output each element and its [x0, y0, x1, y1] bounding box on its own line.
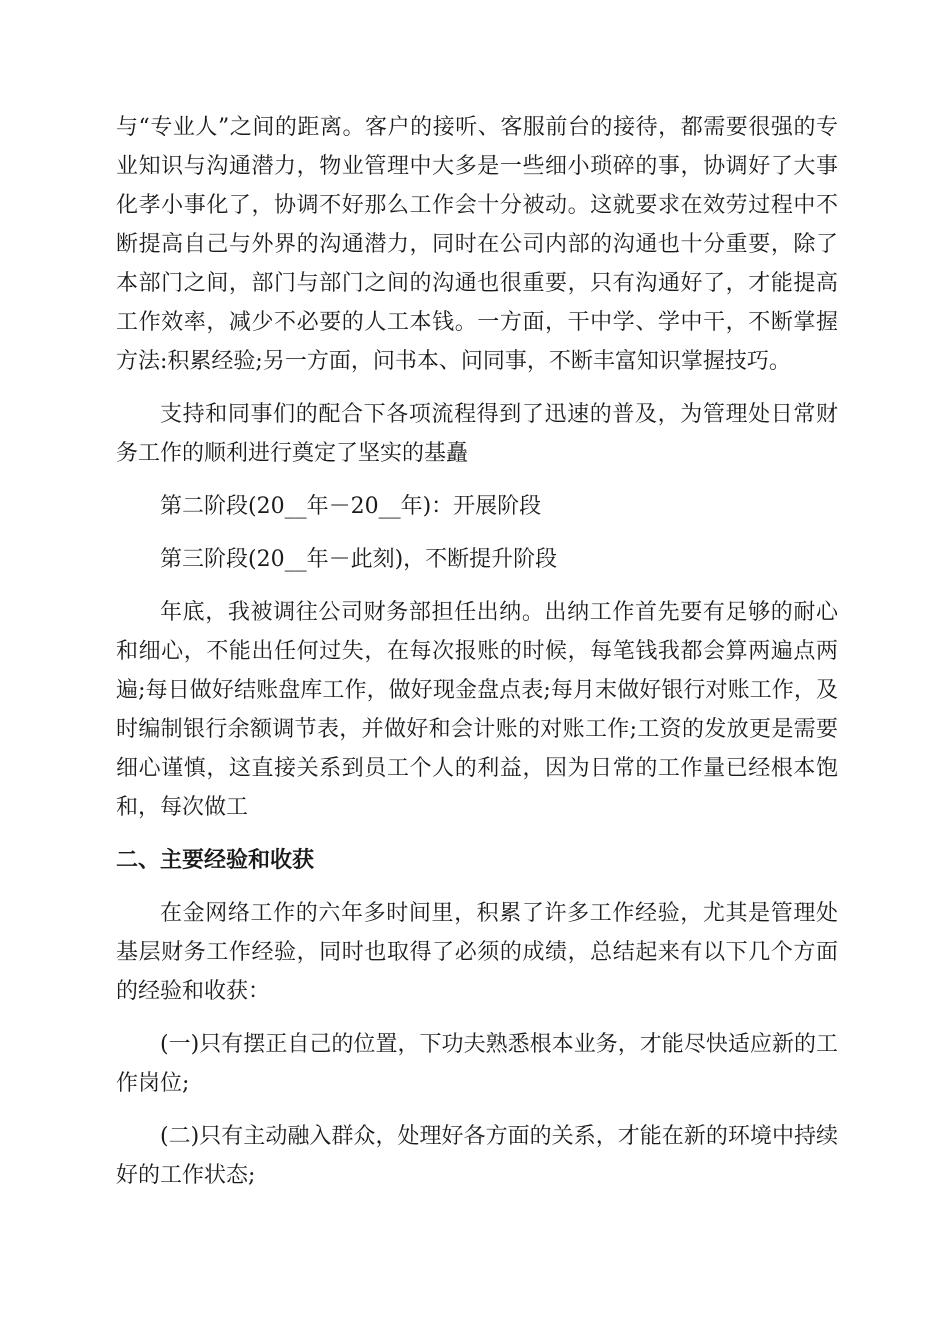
- section-heading: 二、主要经验和收获: [116, 847, 315, 873]
- document-body: [116, 108, 838, 1209]
- paragraph-experience: 在金网络工作的六年多时间里，积累了许多工作经验，尤其是管理处基层财务工作经验，同时也取得了必须的成绩，总结起来有以下几个方面的经验和收获：: [116, 901, 838, 1004]
- paragraph-stage-two: 第二阶段(20__年－20__年)：开展阶段: [160, 494, 542, 519]
- paragraph-point-two: (二)只有主动融入群众，处理好各方面的关系，才能在新的环境中持续好的工作状态;: [116, 1124, 838, 1188]
- paragraph-support: 支持和同事们的配合下各项流程得到了迅速的普及，为管理处日常财务工作的顺利进行奠定了坚实的基矗: [116, 402, 838, 466]
- paragraph-point-one: (一)只有摆正自己的位置，下功夫熟悉根本业务，才能尽快适应新的工作岗位;: [116, 1032, 838, 1096]
- paragraph-communication: 与“专业人”之间的距离。客户的接听、客服前台的接待，都需要很强的专业知识与沟通潜力，物业管理中大多是一些细小琐碎的事，协调好了大事化孝小事化了，协调不好那么工作会十分被动。这就要求在效劳过程中不断提高自己与外界的沟通潜力，同时在公司内部的沟通也十分重要，除了本部门之间，部门与部门之间的沟通也很重要，只有沟通好了，才能提高工作效率，减少不必要的人工本钱。一方面，干中学、学中干，不断掌握方法:积累经验;另一方面，问书本、问同事，不断丰富知识掌握技巧。: [116, 115, 838, 374]
- paragraph-stage-three: 第三阶段(20__年－此刻)，不断提升阶段: [160, 547, 558, 572]
- paragraph-cashier: 年底，我被调往公司财务部担任出纳。出纳工作首先要有足够的耐心和细心，不能出任何过失，在每次报账的时候，每笔钱我都会算两遍点两遍;每日做好结账盘库工作，做好现金盘点表;每月末做好银行对账工作，及时编制银行余额调节表，并做好和会计账的对账工作;工资的发放更是需要细心谨慎，这直接关系到员工个人的利益，因为日常的工作量已经根本饱和，每次做工: [116, 600, 838, 820]
